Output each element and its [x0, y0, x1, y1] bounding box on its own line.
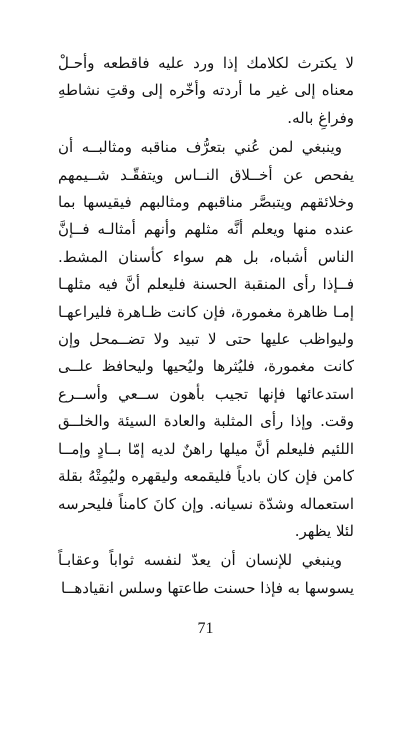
paragraph-3: وينبغي للإنسان أن يعدّ لنفسه ثواباً وعقابـاً يسوسها به فإذا حسنت طاعتها وسلس انقيادهــا: [58, 551, 354, 597]
page-number: 71: [197, 620, 214, 637]
paragraph-1: لا يكترث لكلامك إذا ورد عليه فاقطعه وأحـلْ معناه إلى غير ما أردته وأخّره إلى وقتِ نشاطهِ وفراغِ باله.: [58, 54, 354, 127]
body-text: [58, 50, 354, 602]
paragraph-2: وينبغي لمن عُني بتعرُّف مناقبه ومثالبــه أن يفحص عن أخــلاق النــاس ويتفقّـد شــيمهم وخلائقهم ويتبصَّر مناقبهم ومثالبهم فيقيسها بما عنده منها ويعلم أنَّه مثلهم وأنهم أمثالـه فــإنَّ الناس أشباه، بل هم سواء كأسنان المشط. فــإذا رأى المنقبة الحسنة فليعلم أنَّ فيه مثلهـا إمـا ظاهرة مغمورة، فإن كانت ظـاهرة فليراعهـا وليواظب عليها حتى لا تبيد ولا تضــمحل وإن كانت مغمورة، فليُثرها وليُحيها وليحافظ علــى استدعائها فإنها تجيب بأهون ســعي وأســرع وقت. وإذا رأى المثلبة والعادة السيئة والخلــق اللئيم فليعلم أنَّ ميلها راهنٌ لديه إمّا بــادٍ وإمــا كامن فإن كان بادياً فليقمعه وليقهره وليُمِتْهُ بقلة استعماله وشدّة نسيانه. وإن كانَ كامناً فليحرسه لئلا يظهر.: [58, 138, 354, 540]
